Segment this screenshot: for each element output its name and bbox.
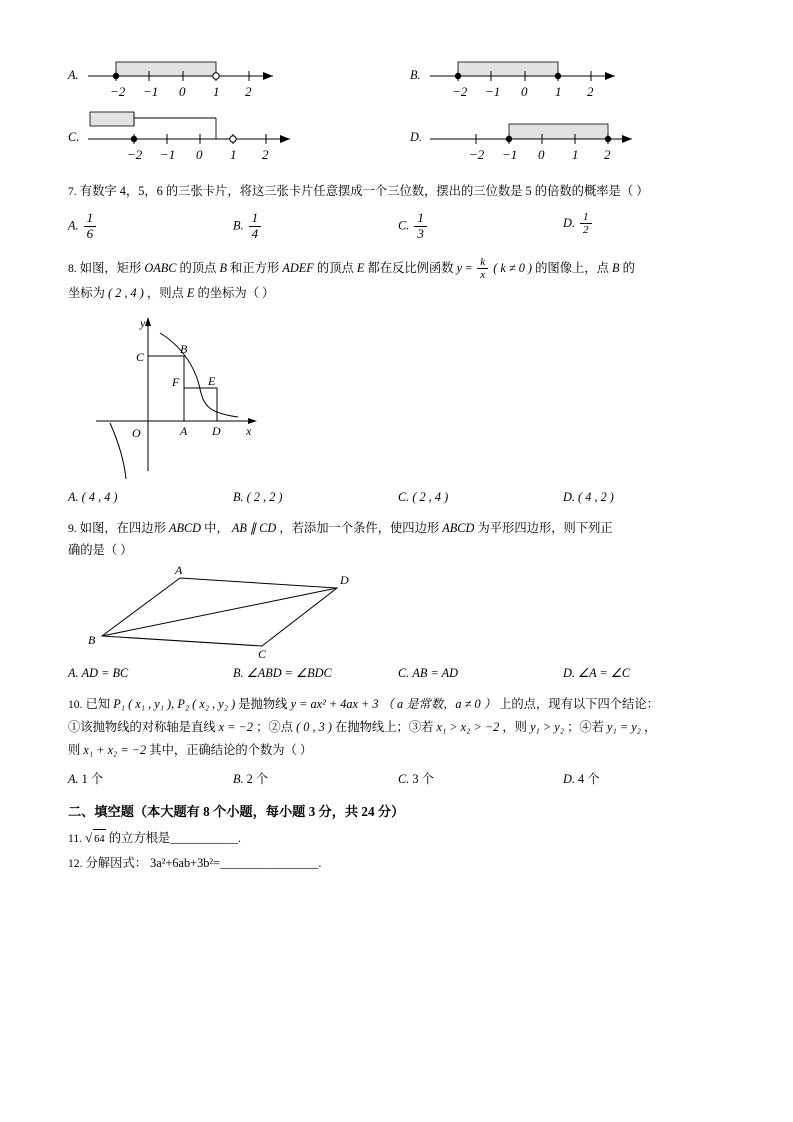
q8-line2-e: 的坐标为（ ） [197, 285, 275, 300]
question-8 [68, 256, 728, 305]
q7-option-B-label: B. [233, 218, 244, 232]
svg-text:2: 2 [262, 147, 269, 162]
q10-option-C[interactable] [398, 769, 563, 787]
q7-option-A[interactable] [68, 211, 233, 242]
q8-option-C-label: C. [398, 489, 410, 504]
q9-option-A-value: AD = BC [81, 666, 129, 681]
q8-option-D[interactable] [563, 490, 728, 505]
q12-text: 分解因式： [85, 856, 148, 871]
q8-rect-name: OABC [144, 260, 177, 275]
q12-period: . [318, 856, 322, 871]
q10-options [68, 769, 728, 787]
svg-text:−1: −1 [502, 147, 518, 162]
choice-C-label: C. [68, 130, 80, 144]
svg-text:−2: −2 [127, 147, 143, 162]
q7-option-B-numerator: 1 [249, 211, 262, 227]
q10-ineq-y: y₁ > y₂ [530, 719, 564, 734]
svg-text:−2: −2 [110, 84, 126, 99]
q8-option-D-label: D. [563, 489, 575, 504]
q9-text-e: ，若添加一个条件，使四边形 [279, 520, 440, 535]
svg-text:0: 0 [179, 84, 186, 99]
svg-text:F: F [172, 374, 180, 389]
q8-point-b2: B [611, 260, 620, 275]
q10-point-p2: P₂ ( x₂ , y₂ ) [177, 697, 236, 712]
svg-text:1: 1 [213, 84, 220, 99]
q9-option-D-label: D. [563, 666, 575, 681]
choice-D-label: D. [410, 130, 422, 144]
q7-option-D[interactable] [563, 211, 728, 242]
svg-text:−2: −2 [452, 84, 468, 99]
q10-text-b: 是抛物线 [238, 697, 288, 712]
q8-text-g: 的顶点 [316, 260, 354, 275]
q11-blank[interactable]: ___________ [170, 831, 238, 846]
q11-number: 11. [68, 832, 83, 846]
q9-option-C[interactable] [398, 666, 563, 681]
q12-number: 12. [68, 857, 83, 871]
q10-option-C-value: 3 个 [412, 772, 434, 787]
svg-text:1: 1 [555, 84, 562, 99]
svg-text:−1: −1 [160, 147, 176, 162]
q10-option-B-label: B. [233, 772, 244, 787]
svg-text:O: O [132, 425, 141, 440]
q8-option-A[interactable] [68, 490, 233, 505]
q10-point-03: ( 0 , 3 ) [296, 719, 332, 734]
q7-options [68, 211, 728, 242]
q9-option-D[interactable] [563, 666, 728, 681]
q10-option-D-value: 4 个 [578, 772, 600, 787]
q8-option-C[interactable] [398, 490, 563, 505]
q8-text-i: 都在反比例函数 [367, 260, 454, 275]
svg-text:2: 2 [587, 84, 594, 99]
q8-text-l: 的 [622, 260, 635, 275]
svg-text:y: y [140, 315, 146, 330]
q8-square-name: ADEF [282, 260, 314, 275]
q10-line3-c: 其中，正确结论的个数为（ ） [149, 742, 313, 757]
q8-fn-fraction [477, 256, 488, 282]
q10-sum-eq: x₁ + x₂ = −2 [83, 742, 147, 757]
q10-eq-y: y₁ = y₂ [607, 719, 641, 734]
q11-period: . [237, 831, 241, 846]
q10-equation: y = ax² + 4ax + 3 [290, 697, 379, 712]
q10-line2-i: ， [644, 719, 657, 734]
q10-line3-a: 则 [68, 742, 81, 757]
svg-text:−1: −1 [485, 84, 501, 99]
choice-B-label: B. [410, 68, 421, 82]
q11-text: 的立方根是 [108, 831, 171, 846]
section-2-title: 二、填空题（本大题有 8 个小题，每小题 3 分，共 24 分） [68, 804, 405, 820]
svg-text:E: E [208, 373, 216, 388]
q8-fn-numerator: k [477, 256, 488, 270]
q10-option-A-value: 1 个 [81, 772, 104, 787]
q8-option-B-label: B. [233, 489, 244, 504]
svg-text:A: A [180, 423, 188, 438]
q8-option-A-label: A. [68, 489, 79, 504]
q10-line2-a: ①该抛物线的对称轴是直线 [68, 719, 216, 734]
section-2-heading [68, 787, 728, 821]
question-12 [68, 852, 728, 875]
q9-options [68, 666, 728, 681]
question-11 [68, 827, 728, 850]
q9-quad-name-2: ABCD [442, 520, 475, 535]
q8-coord-b: ( 2 , 4 ) [107, 285, 144, 300]
q7-option-B[interactable] [233, 211, 398, 242]
q11-radicand: 64 [93, 829, 106, 849]
q7-option-A-label: A. [68, 218, 79, 232]
svg-text:D: D [340, 573, 349, 588]
q9-text-g: 为平形四边形，则下列正 [477, 520, 613, 535]
q8-option-D-value: ( 4 , 2 ) [578, 489, 614, 504]
q8-number: 8. [68, 261, 77, 275]
q9-number: 9. [68, 521, 77, 535]
q10-ineq-x: x₁ > x₂ > −2 [436, 719, 500, 734]
svg-text:0: 0 [196, 147, 203, 162]
choice-B-numberline[interactable] [410, 50, 640, 105]
q8-option-B-value: ( 2 , 2 ) [246, 489, 283, 504]
svg-text:x: x [246, 423, 252, 438]
q8-point-b: B [219, 260, 228, 275]
q10-option-B-value: 2 个 [246, 772, 269, 787]
q7-option-C-denominator: 3 [417, 225, 424, 241]
q7-text: 有数字 4，5，6 的三张卡片，将这三张卡片任意摆成一个三位数，摆出的三位数是 5 的倍数的概率是（ ） [79, 184, 649, 198]
svg-text:1: 1 [572, 147, 579, 162]
q10-line2-g: ；④若 [567, 719, 604, 734]
q7-option-B-fraction [249, 211, 262, 242]
q9-option-B[interactable] [233, 666, 398, 681]
q8-text-j: 的图像上，点 [535, 260, 609, 275]
q7-option-D-numerator: 1 [580, 211, 592, 225]
q9-text-a: 如图，在四边形 [79, 520, 166, 535]
q8-line2-a: 坐标为 [68, 285, 105, 300]
svg-text:C: C [258, 647, 267, 659]
q10-condition: （ a 是常数，a ≠ 0 ） [381, 697, 496, 712]
q9-figure [82, 566, 728, 658]
question-10: 10. 已知 P₁ ( x₁ , y₁ ), P₂ ( x₂ , y₂ ) 是抛物线 y = ax² + 4ax + 3 （ a 是常数，a ≠ 0 ） 上的点，现有以下四个结论： ①该抛物线的对称轴是直线 x = −2 ；②点 ( 0 , 3 ) 在抛物线上；③若 x₁ > x₂ > −2 ，则 y₁ > y₂ ；④若 y₁ = y₂ ， 则 x₁ + x₂ = −2 其中，正确结论的个数为（ ） [68, 697, 659, 757]
svg-text:A: A [175, 566, 183, 578]
q8-options [68, 490, 728, 505]
page-content [68, 40, 728, 875]
svg-text:−2: −2 [469, 147, 485, 162]
q9-option-B-value: ∠ABD = ∠BDC [246, 666, 332, 681]
q9-quad-name: ABCD [168, 520, 202, 535]
q10-line2-b: ；②点 [256, 719, 293, 734]
q7-number: 7. [68, 185, 77, 198]
q7-option-D-fraction [580, 211, 592, 237]
q8-point-e: E [356, 260, 365, 275]
question-7 [68, 180, 728, 203]
q10-text-a: 已知 [85, 697, 111, 712]
q7-option-A-fraction [84, 211, 97, 242]
q8-fn-condition: ( k ≠ 0 ) [493, 260, 533, 275]
q9-option-A[interactable] [68, 666, 233, 681]
q7-option-C-label: C. [398, 218, 410, 232]
q8-fn-eq: = [465, 260, 473, 275]
q8-fn-denominator: x [480, 269, 486, 282]
q7-option-D-denominator: 2 [583, 224, 589, 237]
svg-text:0: 0 [521, 84, 528, 99]
svg-text:B: B [180, 341, 188, 356]
q9-option-B-label: B. [233, 666, 244, 681]
q8-text-c: 的顶点 [179, 260, 217, 275]
q10-number: 10. [68, 698, 83, 712]
q8-text-e: 和正方形 [230, 260, 280, 275]
q10-option-B[interactable] [233, 769, 398, 787]
q7-option-A-numerator: 1 [84, 211, 97, 227]
choice-C-numberline[interactable] [68, 106, 313, 168]
q8-text-a: 如图，矩形 [79, 260, 142, 275]
choice-A-numberline[interactable] [68, 50, 298, 105]
q12-blank[interactable]: ________________ [220, 856, 319, 871]
q8-line2-c: ，则点 [146, 285, 184, 300]
q8-option-B[interactable] [233, 490, 398, 505]
numberline-choices [68, 40, 728, 160]
svg-text:0: 0 [538, 147, 545, 162]
q8-figure [88, 311, 728, 486]
q10-text-c: 上的点，现有以下四个结论： [499, 697, 659, 712]
q7-option-C-numerator: 1 [414, 211, 427, 227]
q10-option-D-label: D. [563, 772, 575, 787]
choice-A-label: A. [68, 68, 79, 82]
svg-text:−1: −1 [143, 84, 159, 99]
svg-text:2: 2 [245, 84, 252, 99]
q8-point-e2: E [186, 285, 195, 300]
q10-line2-c: 在抛物线上；③若 [335, 719, 434, 734]
q7-option-C-fraction [414, 211, 427, 242]
q11-sqrt [85, 827, 106, 850]
q8-option-C-value: ( 2 , 4 ) [412, 489, 449, 504]
q9-parallel-cond: AB ∥ CD [231, 520, 277, 535]
q8-fn-y: y [456, 260, 463, 275]
svg-text:1: 1 [230, 147, 237, 162]
q9-text-c: 中， [204, 520, 229, 535]
q10-option-C-label: C. [398, 772, 410, 787]
q9-option-D-value: ∠A = ∠C [578, 666, 631, 681]
q10-option-D[interactable] [563, 769, 728, 787]
q8-option-A-value: ( 4 , 4 ) [81, 489, 118, 504]
q7-option-A-denominator: 6 [86, 225, 94, 241]
q9-option-C-label: C. [398, 666, 410, 681]
svg-text:D: D [212, 423, 221, 438]
q7-option-D-label: D. [563, 215, 575, 230]
q10-point-p1: P₁ ( x₁ , y₁ ) [113, 697, 172, 712]
q9-option-C-value: AB = AD [412, 666, 458, 681]
q10-line2-e: ，则 [502, 719, 527, 734]
choice-D-numberline[interactable] [410, 106, 655, 168]
q12-expression: 3a²+6ab+3b²= [150, 856, 220, 871]
svg-text:2: 2 [604, 147, 611, 162]
svg-text:B: B [88, 633, 96, 648]
q10-option-A-label: A. [68, 772, 79, 787]
q7-option-C[interactable] [398, 211, 563, 242]
q9-line2: 确的是（ ） [68, 543, 133, 558]
svg-text:C: C [136, 349, 145, 364]
q7-option-B-denominator: 4 [251, 225, 259, 241]
q9-option-A-label: A. [68, 666, 79, 681]
q10-axis-eq: x = −2 [218, 719, 254, 734]
q10-option-A[interactable] [68, 769, 233, 787]
question-9 [68, 517, 728, 562]
